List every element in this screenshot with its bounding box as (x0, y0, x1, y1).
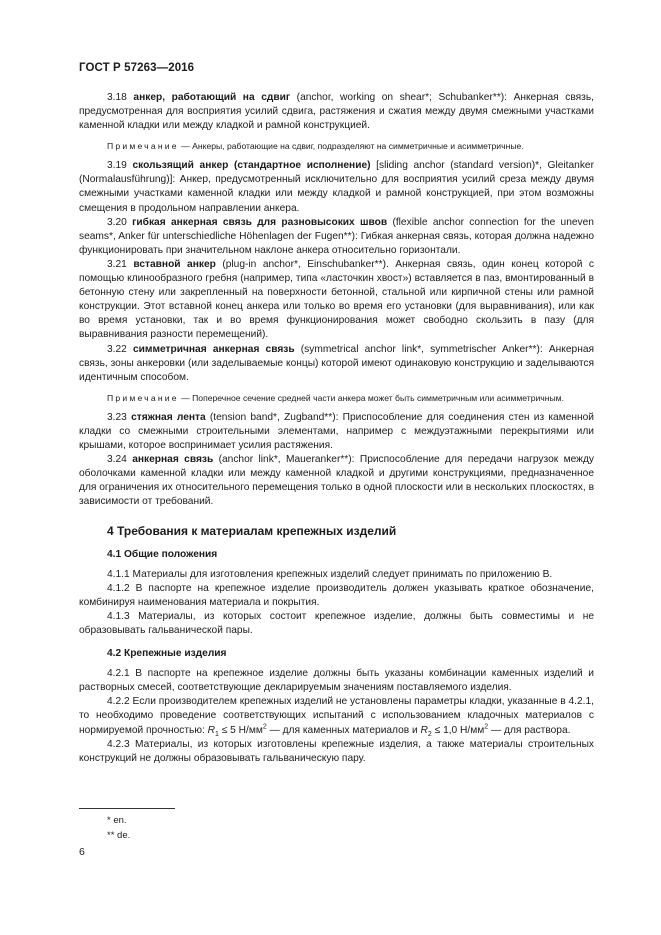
clause-number: 3.24 (107, 454, 127, 466)
clause-number: 3.22 (107, 343, 127, 355)
clause-4-1-3: 4.1.3 Материалы, из которых состоит крепежное изделие, должны быть совместимы и не образовывать гальванической пары. (79, 610, 594, 636)
clause-term: симметричная анкерная связь (132, 343, 295, 355)
clause-text: [sliding anchor (standard version)*, Gleitanker (Normalausführung)]: Анкер, предусмотренный исключительно для восприятия усилий среза между двумя смежными участками каменной кладки или между кладкой и рамной конструкцией, при этом возможны смещения в продольном направлении анкера. (79, 160, 594, 214)
page-body (79, 91, 594, 766)
clause-text: (plug-in anchor*, Einschubanker**). Анкерная связь, один конец которой с помощью клинообразного гребня (например, типа «ласточкин хвост») вставляется в паз, вмонтированный в бетонную стену или закрепленный на поверхности бетонной, стальной или кирпичной стены или рамной конструкции. Этот вставной конец анкера или только во время его установки (для выравнивания), или как во время установки, так и во время функционирования может свободно скользить в пазу (для выравнивания разности перемещений). (79, 258, 594, 341)
note-text: — Поперечное сечение средней части анкера может быть симметричным или асимметричным. (178, 392, 564, 403)
clause-4-1-1: 4.1.1 Материалы для изготовления крепежных изделий следует принимать по приложению В. (107, 568, 553, 580)
subsection-4-1-heading: 4.1 Общие положения (107, 548, 218, 560)
clause-3-20 (79, 216, 594, 258)
clause-term: вставной анкер (133, 258, 216, 270)
footnote-de: ** de. (107, 830, 131, 841)
clause-4-2-1: 4.2.1 В паспорте на крепежное изделие должны быть указаны комбинации каменных изделий и растворных смесей, соответствующие декларируемым значениям поставляемого изделия. (79, 668, 594, 694)
note-3-22 (79, 392, 594, 404)
clause-number: 3.18 (107, 92, 127, 103)
clause-term: анкер, работающий на сдвиг (133, 92, 291, 103)
clause-term: гибкая анкерная связь для разновысоких швов (132, 216, 388, 228)
clause-term: анкерная связь (132, 454, 214, 466)
footnote-divider (79, 808, 175, 809)
clause-3-19 (79, 159, 594, 215)
clause-term: скользящий анкер (стандартное исполнение) (132, 160, 371, 172)
clause-3-22 (79, 343, 594, 385)
clause-4-2-2 (79, 695, 594, 737)
clause-4-2-3: 4.2.3 Материалы, из которых изготовлены крепежные изделия, а также материалы строительных конструкций не должны образовывать гальваническую пару. (79, 738, 594, 764)
clause-text: ≤ 1,0 Н/мм (431, 724, 485, 736)
clause-3-24 (79, 453, 594, 509)
note-text: — Анкеры, работающие на сдвиг, подразделяют на симметричные и асимметричные. (178, 141, 524, 152)
clause-3-23 (79, 411, 594, 453)
clause-3-21 (79, 258, 594, 343)
clause-3-18 (79, 91, 594, 133)
clause-text: 4.2.2 Если производителем крепежных изделий не установлены параметры кладки, указанные в 4.2.1, то необходимо проведение соответствующих испытаний с использованием кладочных материалов с нормируемой прочностью: (79, 696, 594, 736)
clause-text: ≤ 5 Н/мм (218, 724, 263, 736)
superscript: 2 (484, 723, 489, 731)
clause-text: — для раствора. (488, 724, 571, 736)
clause-text: (tension band*, Zugband**): Приспособление для соединения стен из каменной кладки со смежными строительными элементами, например с междуэтажными перекрытиями или крышами, которое воспринимает усилия растяжения. (79, 411, 594, 451)
section-4-heading: 4 Требования к материалам крепежных изделий (107, 524, 397, 539)
clause-number: 3.21 (107, 258, 127, 270)
page-number: 6 (79, 846, 85, 858)
footnote-en: * en. (107, 815, 127, 826)
clause-number: 3.20 (107, 216, 127, 228)
clause-text: (flexible anchor connection for the uneven seams*, Anker für unterschiedliche Höhenlagen der Fugen**): Гибкая анкерная связь, которая должна надежно функционировать при значительном наклоне анкера относительно горизонтали. (79, 216, 594, 256)
note-label: Примечание (107, 141, 179, 152)
symbol-r: R (207, 724, 215, 736)
clause-number: 3.19 (107, 160, 127, 172)
document-header: ГОСТ Р 57263—2016 (79, 62, 195, 74)
subscript: 2 (427, 730, 432, 738)
clause-text: (symmetrical anchor link*, symmetrischer Anker**): Анкерная связь, зоны анкеровки (или заделываемые концы) которой имеют одинаковую конструкцию и заделываются идентичным способом. (79, 343, 595, 383)
clause-text: (anchor link*, Maueranker**): Приспособление для передачи нагрузок между оболочками каменной кладки или между каменной кладкой и другими конструкциями, предназначенное для ограничения их относительного перемещения только в одной плоскости или в нескольких плоскостях, в зависимости от требований. (79, 454, 594, 508)
clause-4-1-2: 4.1.2 В паспорте на крепежное изделие производитель должен указывать краткое обозначение, комбинируя наименования материала и покрытия. (79, 582, 594, 608)
subscript: 1 (215, 730, 219, 738)
symbol-r: R (420, 724, 428, 736)
clause-text: (anchor, working on shear*; Schubanker**): Анкерная связь, предусмотренная для восприятия усилий сдвига, растяжения и сжатия между двумя смежными участками каменной кладки или между кладкой и рамной конструкцией. (79, 92, 594, 132)
clause-text: — для каменных материалов и (266, 724, 421, 736)
clause-number: 3.23 (107, 411, 127, 423)
superscript: 2 (262, 723, 267, 731)
note-label: Примечание (107, 392, 179, 403)
note-3-18 (79, 140, 594, 152)
clause-term: стяжная лента (131, 411, 206, 423)
subsection-4-2-heading: 4.2 Крепежные изделия (107, 648, 227, 660)
